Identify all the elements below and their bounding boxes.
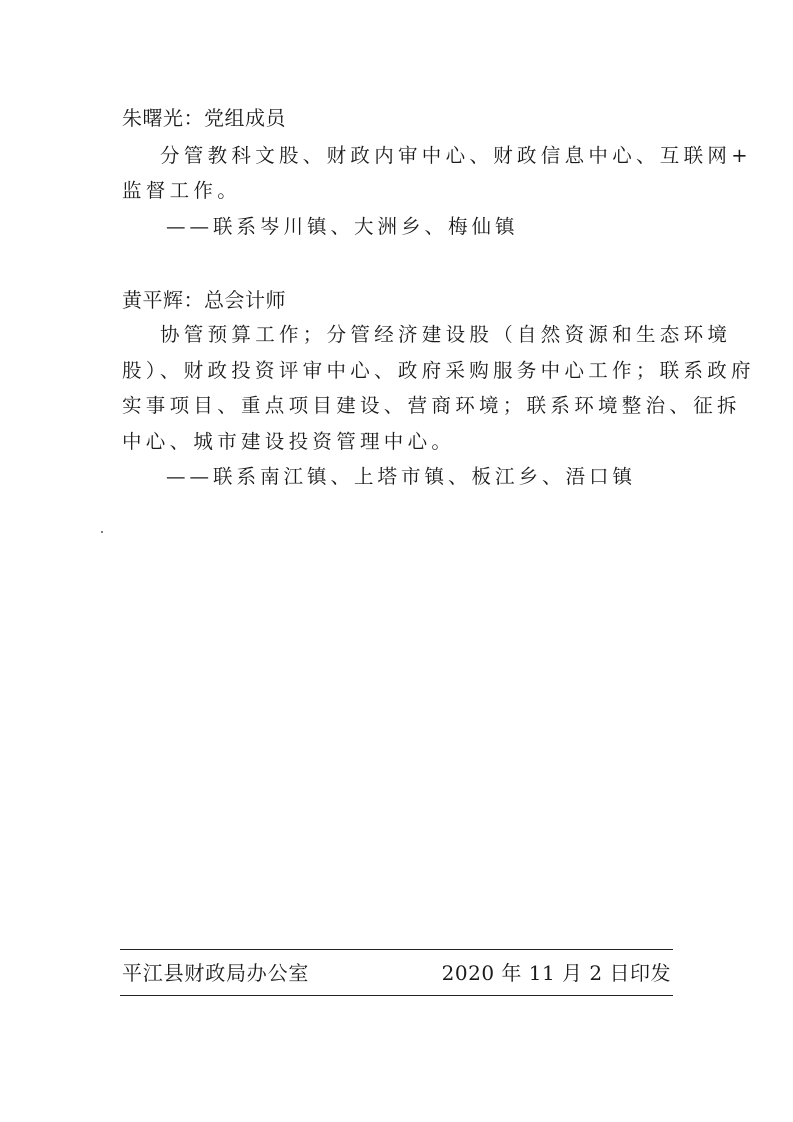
footer-top-rule [120, 949, 673, 950]
duty-line: 协管预算工作；分管经济建设股（自然资源和生态环境 [160, 323, 732, 346]
duty-line: 中心、城市建设投资管理中心。 [122, 430, 456, 453]
footer-issuer: 平江县财政局办公室 [122, 961, 310, 985]
duty-line: 分管教科文股、财政内审中心、财政信息中心、互联网+ [160, 144, 752, 167]
liaison-line: ——联系岑川镇、大洲乡、梅仙镇 [166, 215, 519, 238]
footer-bottom-rule [120, 995, 673, 996]
duty-line: 监督工作。 [122, 179, 242, 202]
footer-date: 2020 年 11 月 2 日印发 [441, 961, 671, 985]
scan-speck [101, 531, 103, 533]
section-heading: 朱曙光：党组成员 [122, 106, 286, 130]
liaison-line: ——联系南江镇、上塔市镇、板江乡、浯口镇 [166, 465, 637, 488]
section-heading: 黄平辉：总会计师 [122, 288, 286, 312]
duty-line: 股）、财政投资评审中心、政府采购服务中心工作；联系政府 [122, 359, 755, 382]
duty-line: 实事项目、重点项目建设、营商环境；联系环境整治、征拆 [122, 394, 741, 417]
